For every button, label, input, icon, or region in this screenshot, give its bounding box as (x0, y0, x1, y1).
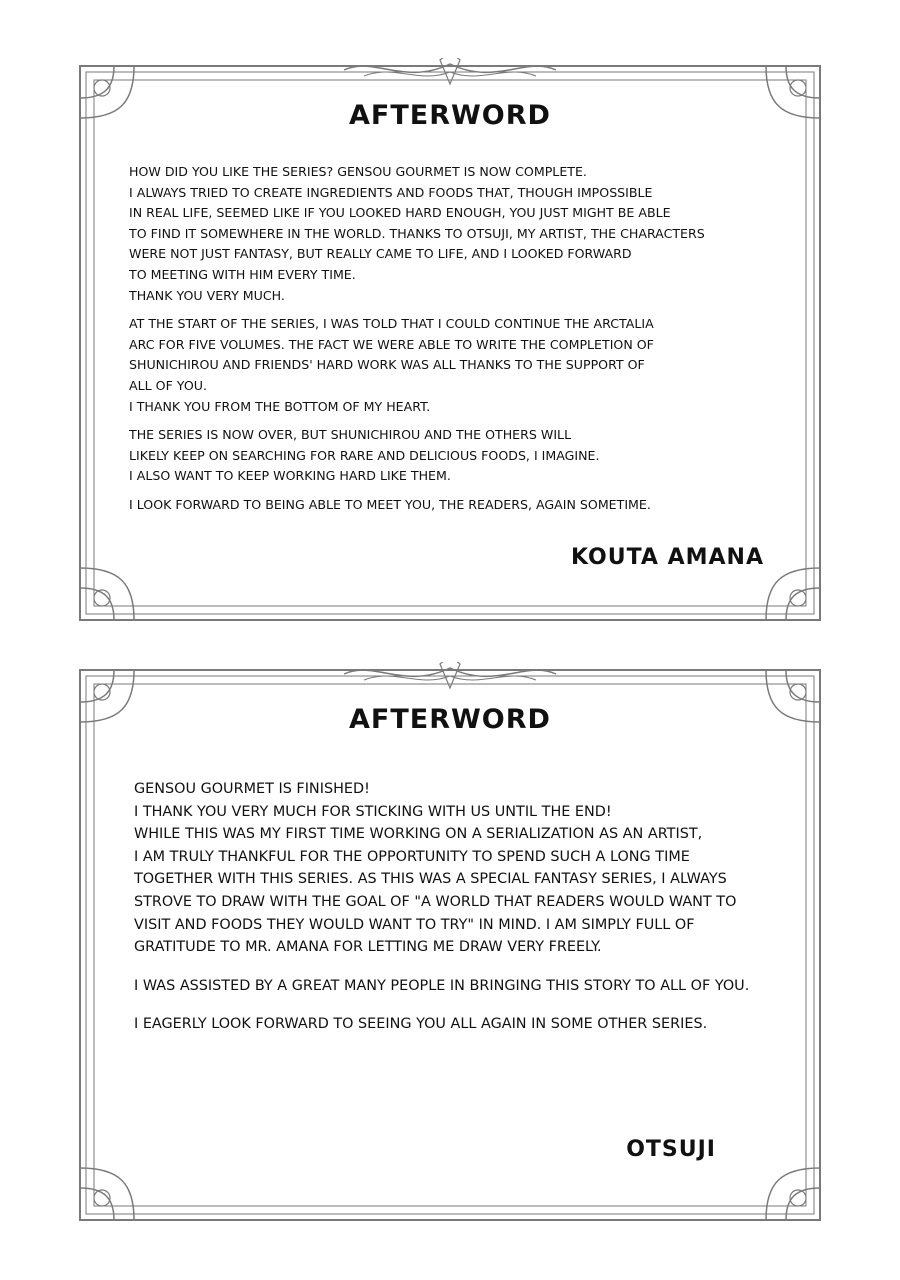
afterword-panel-artist (74, 662, 826, 1228)
paragraph: THE SERIES IS NOW OVER, BUT SHUNICHIROU AND THE OTHERS WILL LIKELY KEEP ON SEARCHING FOR RARE AND DELICIOUS FOODS, I IMAGINE. I ALSO WANT TO KEEP WORKING HARD LIKE THEM. (129, 427, 600, 484)
paragraph: I LOOK FORWARD TO BEING ABLE TO MEET YOU, THE READERS, AGAIN SOMETIME. (129, 496, 651, 512)
paragraph: I EAGERLY LOOK FORWARD TO SEEING YOU ALL AGAIN IN SOME OTHER SERIES. (134, 1016, 708, 1033)
afterword-body (129, 162, 779, 524)
paragraph: HOW DID YOU LIKE THE SERIES? GENSOU GOURMET IS NOW COMPLETE. I ALWAYS TRIED TO CREATE INGREDIENTS AND FOODS THAT, THOUGH IMPOSSIBLE IN REAL LIFE, SEEMED LIKE IF YOU LOOKED HARD ENOUGH, YOU JUST MIGHT BE ABLE TO FIND IT SOMEWHERE IN THE WORLD. THANKS TO OTSUJI, MY ARTIST, THE CHARACTERS WERE NOT JUST FANTASY, BUT REALLY CAME TO LIFE, AND I LOOKED FORWARD TO MEETING WITH HIM EVERY TIME. THANK YOU VERY MUCH. (129, 164, 705, 303)
paragraph: I WAS ASSISTED BY A GREAT MANY PEOPLE IN BRINGING THIS STORY TO ALL OF YOU. (134, 977, 750, 994)
afterword-title: AFTERWORD (349, 100, 551, 131)
afterword-panel-author (74, 58, 826, 628)
afterword-body (134, 778, 794, 1052)
paragraph: AT THE START OF THE SERIES, I WAS TOLD THAT I COULD CONTINUE THE ARCTALIA ARC FOR FIVE VOLUMES. THE FACT WE WERE ABLE TO WRITE THE COMPLETION OF SHUNICHIROU AND FRIENDS' HARD WORK WAS ALL THANKS TO THE SUPPORT OF ALL OF YOU. I THANK YOU FROM THE BOTTOM OF MY HEART. (129, 316, 654, 414)
paragraph: GENSOU GOURMET IS FINISHED! I THANK YOU VERY MUCH FOR STICKING WITH US UNTIL THE END! WHILE THIS WAS MY FIRST TIME WORKING ON A SERIALIZATION AS AN ARTIST, I AM TRULY THANKFUL FOR THE OPPORTUNITY TO SPEND SUCH A LONG TIME TOGETHER WITH THIS SERIES. AS THIS WAS A SPECIAL FANTASY SERIES, I ALWAYS STROVE TO DRAW WITH THE GOAL OF "A WORLD THAT READERS WOULD WANT TO VISIT AND FOODS THEY WOULD WANT TO TRY" IN MIND. I AM SIMPLY FULL OF GRATITUDE TO MR. AMANA FOR LETTING ME DRAW VERY FREELY. (134, 781, 737, 956)
signature: OTSUJI (626, 1137, 716, 1162)
afterword-title: AFTERWORD (349, 704, 551, 735)
signature: KOUTA AMANA (571, 545, 764, 570)
